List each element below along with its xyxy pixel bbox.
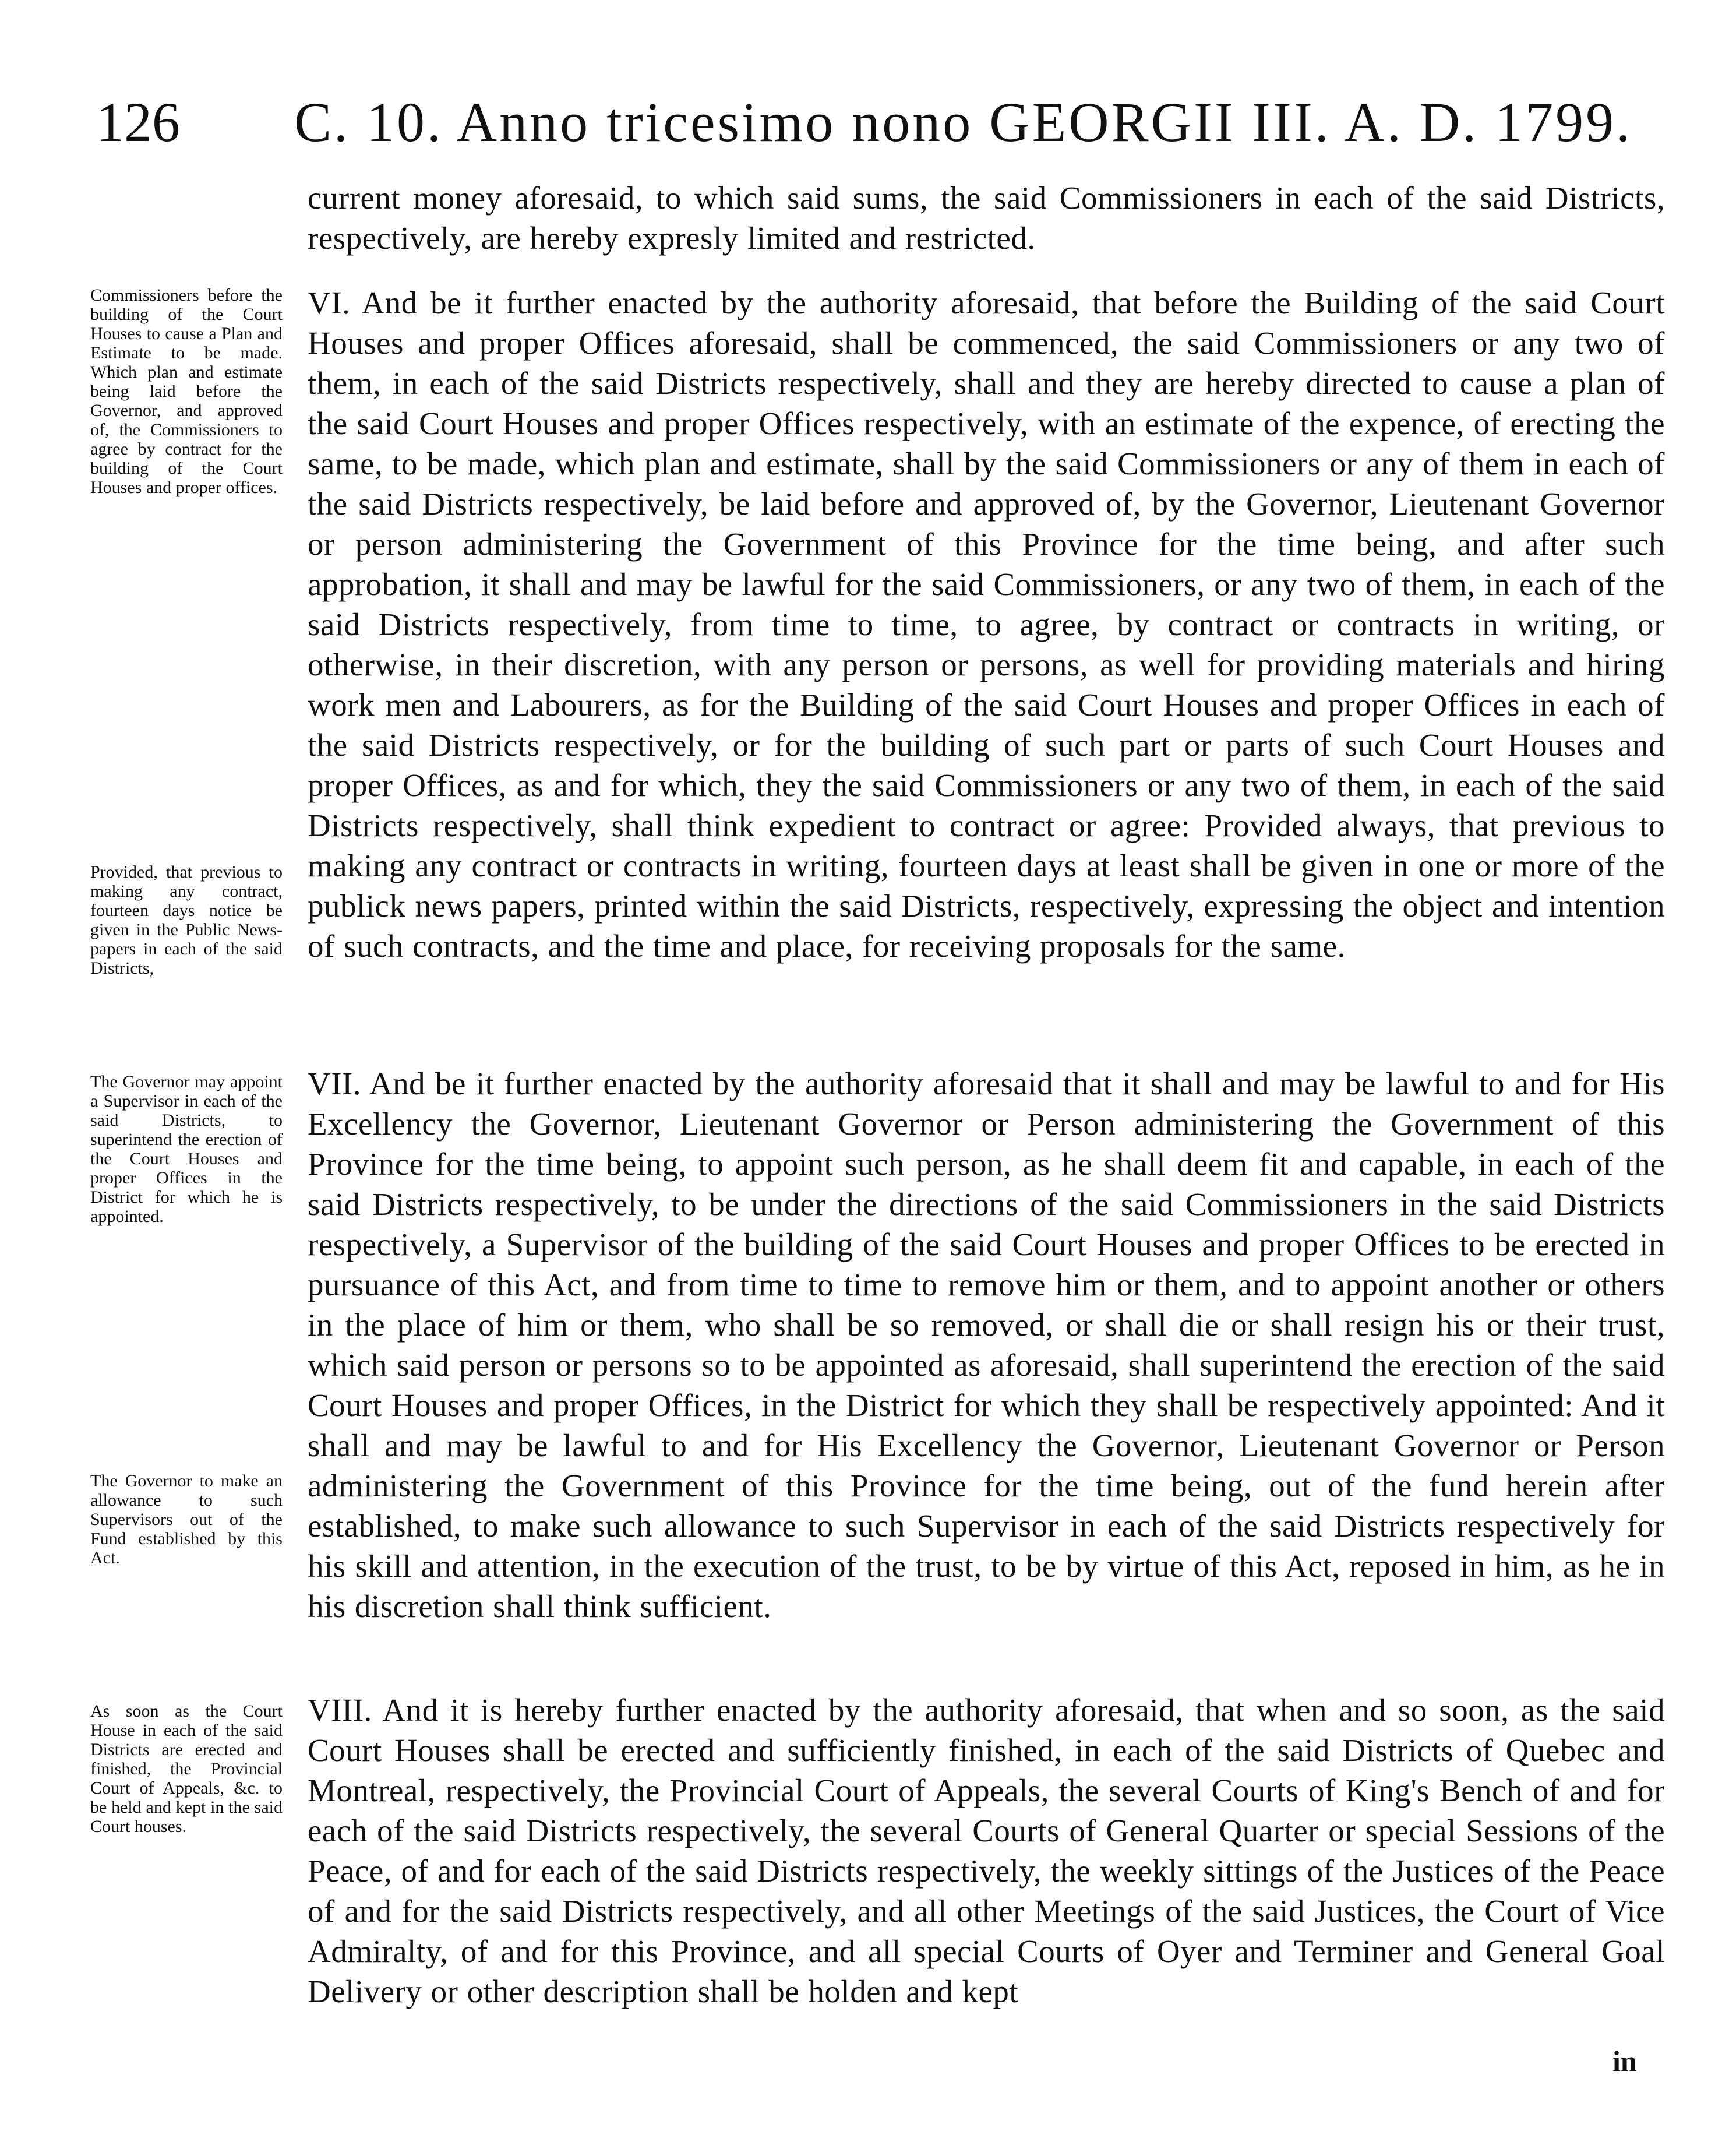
running-head <box>96 87 1669 157</box>
margin-note <box>90 286 283 497</box>
continuation-paragraph <box>308 178 1665 258</box>
margin-note-text: The Governor may appoint a Supervisor in each of the said Districts, to superintend the erection of the Court Houses and proper Offices in the District for which he is appointed. <box>90 1072 283 1226</box>
margin-note <box>90 1701 283 1836</box>
running-head-title: C. 10. Anno tricesimo nono GEORGII III. A. D. 1799. <box>294 91 1633 153</box>
section-7-paragraph <box>308 1063 1665 1626</box>
page-number: 126 <box>96 91 180 153</box>
section-6-text: VI. And be it further enacted by the authority aforesaid, that before the Building of the said Court Houses and proper Offices aforesaid, shall be commenced, the said Commissioners or any two of them, in each of the said Districts respectively, shall and they are hereby directed to cause a plan of the said Court Houses and proper Offices respectively, with an estimate of the expence, of erecting the same, to be made, which plan and estimate, shall by the said Commissioners or any of them in each of the said Districts respectively, be laid before and approved of, by the Governor, Lieutenant Governor or person administering the Government of this Province for the time being, and after such approbation, it shall and may be lawful for the said Commissioners, or any two of them, in each of the said Districts respectively, from time to time, to agree, by contract or contracts in writing, or otherwise, in their discretion, with any person or persons, as well for providing materials and hiring work men and Labourers, as for the Building of the said Court Houses and proper Offices in each of the said Districts respectively, or for the building of such part or parts of such Court Houses and proper Offices, as and for which, they the said Commissioners or any two of them, in each of the said Districts respectively, shall think expedient to contract or agree: Provided always, that previous to making any contract or contracts in writing, fourteen days at least shall be given in one or more of the publick news papers, printed within the said Districts, respectively, expressing the object and intention of such contracts, and the time and place, for receiving proposals for the same. <box>308 285 1665 964</box>
margin-note-text: Commissioners before the building of the Court Houses to cause a Plan and Estimate to be made. Which plan and estimate being laid before the Governor, and approved of, the Commissioners to agree by contract for the building of the Court Houses and proper offices. <box>90 286 283 497</box>
section-7-text: VII. And be it further enacted by the authority aforesaid that it shall and may be lawful to and for His Excellency the Governor, Lieutenant Governor or Person administering the Government of this Province for the time being, to appoint such person, as he shall deem fit and capable, in each of the said Districts respectively, to be under the directions of the said Commissioners in the said Districts respectively, a Supervisor of the building of the said Court Houses and proper Offices to be erected in pursuance of this Act, and from time to time to remove him or them, and to appoint another or others in the place of him or them, who shall be so removed, or shall die or shall resign his or their trust, which said person or persons so to be appointed as aforesaid, shall superintend the erection of the said Court Houses and proper Offices, in the District for which they shall be respectively appointed: And it shall and may be lawful to and for His Excellency the Governor, Lieutenant Governor or Person administering the Government of this Province for the time being, out of the fund herein after established, to make such allowance to such Supervisor in each of the said Districts respectively for his skill and attention, in the execution of the trust, to be by virtue of this Act, reposed in him, as he in his discretion shall think sufficient. <box>308 1066 1665 1624</box>
section-8-paragraph <box>308 1690 1665 2011</box>
margin-note <box>90 1471 283 1567</box>
margin-note-text: As soon as the Court House in each of the said Districts are erected and finished, the Provincial Court of Appeals, &c. to be held and kept in the said Court houses. <box>90 1701 283 1836</box>
catchword: in <box>1612 2045 1637 2077</box>
margin-note <box>90 862 283 978</box>
continuation-text: current money aforesaid, to which said sums, the said Commissioners in each of the said Districts, respectively, are hereby expresly limited and restricted. <box>308 180 1665 256</box>
margin-note <box>90 1072 283 1226</box>
section-6-paragraph <box>308 283 1665 966</box>
margin-note-text: The Governor to make an allowance to such Supervisors out of the Fund established by this Act. <box>90 1471 283 1567</box>
section-8-text: VIII. And it is hereby further enacted by the authority aforesaid, that when and so soon, as the said Court Houses shall be erected and sufficiently finished, in each of the said Districts of Quebec and Montreal, respectively, the Provincial Court of Appeals, the several Courts of King's Bench of and for each of the said Districts respectively, the several Courts of General Quarter or special Sessions of the Peace, of and for each of the said Districts respectively, the weekly sittings of the Justices of the Peace of and for the said Districts respectively, and all other Meetings of the said Justices, the Court of Vice Admiralty, of and for this Province, and all special Courts of Oyer and Terminer and General Goal Delivery or other description shall be holden and kept <box>308 1692 1665 2009</box>
margin-note-text: Provided, that previous to making any contract, fourteen days notice be given in the Public News-papers in each of the said Districts, <box>90 862 283 978</box>
